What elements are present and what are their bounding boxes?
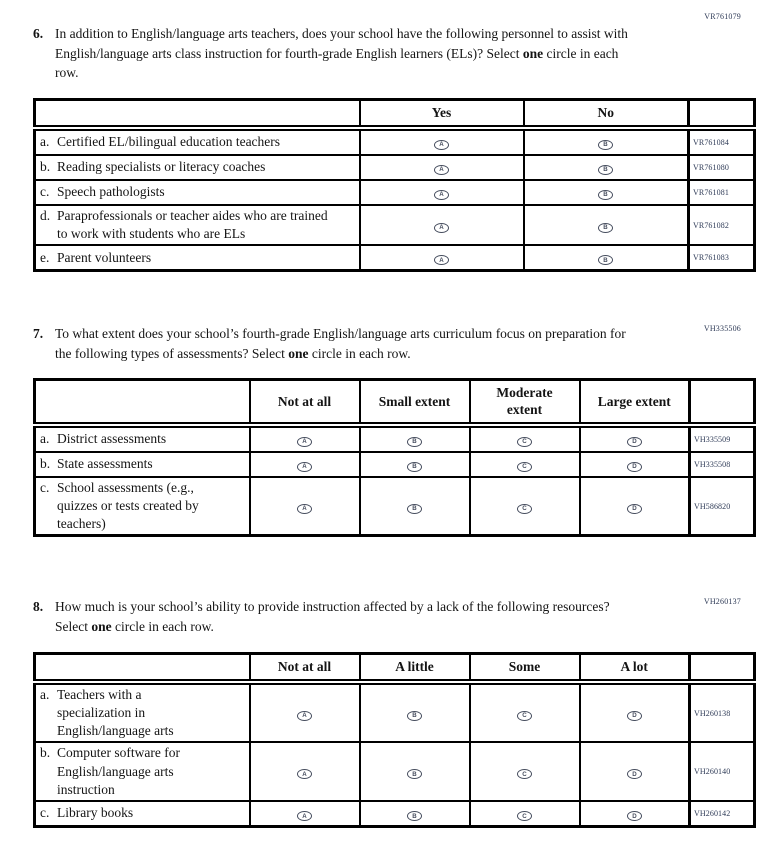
oval-letter: B (412, 505, 417, 512)
option-cell (250, 742, 360, 801)
table-row (35, 682, 755, 743)
oval-letter: B (603, 191, 608, 198)
oval-letter: B (412, 813, 417, 820)
oval-letter: C (522, 813, 527, 820)
option-cell (580, 801, 690, 827)
question-7 (33, 324, 755, 537)
option-cell (360, 801, 470, 827)
oval-letter: B (412, 712, 417, 719)
oval-letter: B (412, 438, 417, 445)
row-letter: a. (40, 431, 50, 447)
row-label-text: Reading specialists or literacy coaches (57, 159, 266, 175)
option-cell (524, 180, 689, 205)
row-code: VH260140 (690, 742, 755, 801)
oval-letter: D (632, 771, 637, 778)
text-segment: circle in each row. (111, 619, 214, 635)
row-code: VH260142 (690, 801, 755, 827)
oval-letter: A (439, 224, 444, 231)
text-segment: To what extent does your school’s fourth-grade English/language arts curriculum focus on preparation for the following types of assessments? Select (55, 326, 626, 361)
oval-letter: A (439, 257, 444, 264)
row-code: VR761080 (689, 155, 755, 180)
answer-oval[interactable] (407, 437, 422, 447)
oval-letter: A (302, 813, 307, 820)
answer-oval[interactable] (434, 223, 449, 233)
question-8 (33, 597, 755, 828)
option-cell (360, 205, 524, 245)
table-row (35, 155, 755, 180)
option-cell (250, 477, 360, 536)
text-segment: circle in each row. (308, 345, 411, 361)
question-code: VH260137 (703, 597, 741, 607)
row-label-text: State assessments (57, 456, 153, 472)
question-number: 6. (33, 26, 44, 41)
row-label-text: Speech pathologists (57, 184, 165, 200)
answer-oval[interactable] (598, 190, 613, 200)
column-header: No (524, 99, 689, 128)
answer-oval[interactable] (407, 769, 422, 779)
question-code: VR761079 (704, 12, 741, 21)
column-header-text: Moderate extent (496, 385, 553, 417)
table-row (35, 742, 755, 801)
answer-oval[interactable] (627, 504, 642, 514)
oval-letter: A (302, 771, 307, 778)
column-header: Large extent (580, 380, 690, 425)
answer-oval[interactable] (517, 462, 532, 472)
header-code-blank (690, 380, 755, 425)
oval-letter: A (439, 166, 444, 173)
row-label (35, 155, 360, 180)
option-cell (360, 477, 470, 536)
option-cell (524, 205, 689, 245)
option-cell (524, 155, 689, 180)
option-cell (360, 245, 524, 271)
question-text (55, 324, 633, 363)
answer-oval[interactable] (297, 504, 312, 514)
oval-letter: D (632, 813, 637, 820)
oval-letter: A (302, 438, 307, 445)
oval-letter: B (412, 463, 417, 470)
oval-letter: D (632, 505, 637, 512)
q8-table (33, 652, 756, 829)
option-cell (470, 801, 580, 827)
row-label (35, 682, 250, 743)
question-6 (33, 0, 755, 272)
row-label (35, 801, 250, 827)
row-label-text: School assessments (e.g., quizzes or tests created by teachers) (57, 479, 199, 532)
answer-oval[interactable] (434, 255, 449, 265)
row-label (35, 205, 360, 245)
column-header (470, 380, 580, 425)
answer-oval[interactable] (407, 711, 422, 721)
column-header: Small extent (360, 380, 470, 425)
option-cell (470, 452, 580, 477)
table-row (35, 128, 755, 155)
oval-letter: B (412, 771, 417, 778)
row-letter: c. (40, 184, 50, 200)
oval-letter: B (603, 257, 608, 264)
question-text (55, 597, 633, 636)
q6-table (33, 98, 756, 273)
row-label-text: Paraprofessionals or teacher aides who are trained to work with students who are ELs (57, 207, 328, 242)
oval-letter: A (302, 712, 307, 719)
answer-oval[interactable] (627, 811, 642, 821)
row-code: VR761084 (689, 128, 755, 155)
column-header: Not at all (250, 653, 360, 682)
row-code: VR761081 (689, 180, 755, 205)
answer-oval[interactable] (598, 255, 613, 265)
answer-oval[interactable] (407, 504, 422, 514)
oval-letter: D (632, 712, 637, 719)
row-label (35, 245, 360, 271)
q7-table (33, 378, 756, 537)
row-letter: b. (40, 159, 51, 175)
option-cell (580, 682, 690, 743)
row-letter: d. (40, 207, 51, 223)
answer-oval[interactable] (517, 504, 532, 514)
answer-oval[interactable] (598, 165, 613, 175)
oval-letter: C (522, 712, 527, 719)
answer-oval[interactable] (297, 437, 312, 447)
oval-letter: A (439, 191, 444, 198)
table-row (35, 205, 755, 245)
row-letter: b. (40, 745, 51, 761)
text-segment-bold: one (288, 345, 309, 361)
option-cell (580, 425, 690, 452)
header-blank (35, 380, 250, 425)
header-row (35, 380, 755, 425)
text-segment: In addition to English/language arts teachers, does your school have the following personnel to assist with English/language arts class instruction for fourth-grade English learners (ELs)? Select (55, 26, 628, 61)
oval-letter: C (522, 505, 527, 512)
answer-oval[interactable] (517, 711, 532, 721)
option-cell (250, 452, 360, 477)
option-cell (360, 180, 524, 205)
row-code: VR761082 (689, 205, 755, 245)
row-letter: a. (40, 686, 50, 702)
option-cell (580, 477, 690, 536)
table-row (35, 801, 755, 827)
question-number: 7. (33, 326, 44, 342)
answer-oval[interactable] (407, 811, 422, 821)
option-cell (250, 425, 360, 452)
option-cell (360, 128, 524, 155)
row-label (35, 452, 250, 477)
answer-oval[interactable] (434, 165, 449, 175)
oval-letter: C (522, 438, 527, 445)
row-label-text: Library books (57, 805, 134, 821)
answer-oval[interactable] (297, 711, 312, 721)
row-label-text: Teachers with a specialization in English/language arts (57, 686, 174, 739)
header-blank (35, 653, 250, 682)
column-header: Not at all (250, 380, 360, 425)
option-cell (524, 245, 689, 271)
text-segment-bold: one (91, 619, 112, 635)
option-cell (360, 682, 470, 743)
text-segment: circle in each row. (55, 45, 619, 81)
oval-letter: A (439, 141, 444, 148)
row-label (35, 128, 360, 155)
oval-letter: A (302, 463, 307, 470)
oval-letter: A (302, 505, 307, 512)
answer-oval[interactable] (598, 223, 613, 233)
row-letter: c. (40, 479, 50, 495)
question-number: 8. (33, 599, 44, 615)
row-label-text: Parent volunteers (57, 249, 152, 265)
question-code: VH335506 (703, 324, 741, 334)
answer-oval[interactable] (627, 437, 642, 447)
row-code: VH335508 (690, 452, 755, 477)
row-label-text: Computer software for English/language arts instruction (57, 745, 180, 797)
option-cell (470, 477, 580, 536)
option-cell (580, 452, 690, 477)
row-label (35, 180, 360, 205)
column-header: A little (360, 653, 470, 682)
table-row (35, 245, 755, 271)
text-segment: How much is your school’s ability to provide instruction affected by a lack of the following resources? Select (55, 599, 610, 635)
answer-oval[interactable] (434, 140, 449, 150)
answer-oval[interactable] (297, 462, 312, 472)
row-label-text: Certified EL/bilingual education teachers (57, 134, 281, 150)
row-letter: a. (40, 134, 50, 150)
option-cell (360, 742, 470, 801)
option-cell (360, 155, 524, 180)
column-header: A lot (580, 653, 690, 682)
option-cell (470, 682, 580, 743)
answer-oval[interactable] (434, 190, 449, 200)
row-label-text: District assessments (57, 431, 167, 447)
option-cell (470, 425, 580, 452)
table-row (35, 180, 755, 205)
oval-letter: D (632, 438, 637, 445)
option-cell (360, 452, 470, 477)
option-cell (360, 425, 470, 452)
question-text (55, 24, 633, 83)
oval-letter: B (603, 224, 608, 231)
row-code: VH335509 (690, 425, 755, 452)
header-row (35, 653, 755, 682)
row-letter: b. (40, 456, 51, 472)
table-row (35, 477, 755, 536)
answer-oval[interactable] (297, 811, 312, 821)
table-row (35, 452, 755, 477)
header-blank (35, 99, 360, 128)
oval-letter: B (603, 141, 608, 148)
header-code-blank (690, 653, 755, 682)
row-code: VR761083 (689, 245, 755, 271)
answer-oval[interactable] (407, 462, 422, 472)
oval-letter: B (603, 166, 608, 173)
table-row (35, 425, 755, 452)
answer-oval[interactable] (627, 462, 642, 472)
question-prompt (33, 24, 755, 83)
oval-letter: C (522, 463, 527, 470)
text-segment-bold: one (522, 45, 544, 61)
row-label (35, 477, 250, 536)
row-label (35, 425, 250, 452)
header-code-blank (689, 99, 755, 128)
answer-oval[interactable] (627, 711, 642, 721)
answer-oval[interactable] (297, 769, 312, 779)
answer-oval[interactable] (517, 811, 532, 821)
oval-letter: C (522, 771, 527, 778)
column-header: Yes (360, 99, 524, 128)
answer-oval[interactable] (517, 437, 532, 447)
option-cell (250, 682, 360, 743)
row-letter: e. (40, 249, 50, 265)
column-header: Some (470, 653, 580, 682)
answer-oval[interactable] (598, 140, 613, 150)
question-prompt (33, 324, 755, 363)
oval-letter: D (632, 463, 637, 470)
row-code: VH260138 (690, 682, 755, 743)
option-cell (470, 742, 580, 801)
option-cell (524, 128, 689, 155)
answer-oval[interactable] (627, 769, 642, 779)
row-label (35, 742, 250, 801)
question-prompt (33, 597, 755, 636)
header-row (35, 99, 755, 128)
row-code: VH586820 (690, 477, 755, 536)
option-cell (250, 801, 360, 827)
answer-oval[interactable] (517, 769, 532, 779)
row-letter: c. (40, 805, 50, 821)
option-cell (580, 742, 690, 801)
